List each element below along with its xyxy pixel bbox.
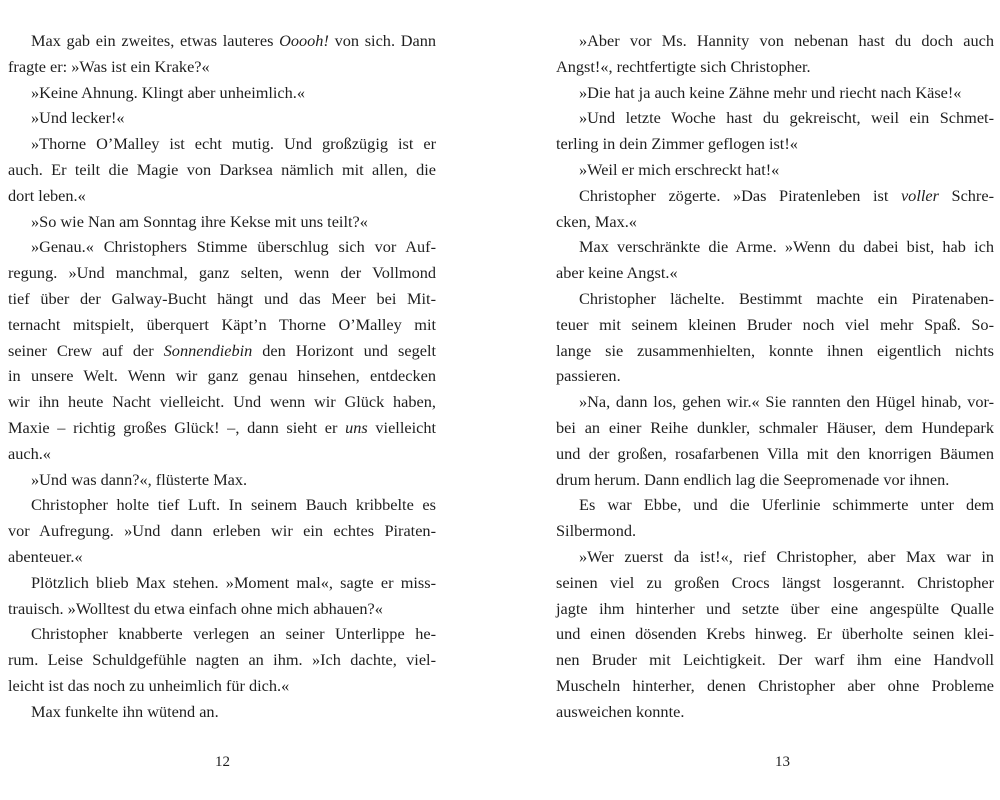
- text-line: »Die hat ja auch keine Zähne mehr und riecht nach Käse!«: [579, 82, 962, 102]
- text-line: teuer mit seinem kleinen Bruder noch viel mehr Spaß. So-: [556, 314, 994, 334]
- italic-word: Sonnendiebin: [163, 340, 253, 360]
- text-line: »Und was dann?«, flüsterte Max.: [31, 469, 248, 489]
- text-line: Maxie – richtig großes Glück! –, dann sieht er uns vielleicht: [8, 417, 436, 437]
- text-line: »Aber vor Ms. Hannity von nebenan hast du doch auch: [579, 31, 994, 50]
- text-line: auch. Er teilt die Magie von Darksea nämlich mit allen, die: [8, 159, 436, 179]
- right-page-text: [556, 28, 994, 725]
- text-line: seinen viel zu großen Crocs längst losgerannt. Christopher: [556, 572, 994, 592]
- text-line: Max verschränkte die Arme. »Wenn du dabei bist, hab ich: [579, 237, 994, 257]
- text-line: cken, Max.«: [556, 211, 637, 231]
- text-line: »Und lecker!«: [31, 108, 125, 128]
- text-line: wir ihn heute Nacht vielleicht. Und wenn wir Glück haben,: [8, 392, 436, 412]
- text-line: passieren.: [556, 366, 621, 386]
- text-line: Christopher holte tief Luft. In seinem Bauch kribbelte es: [31, 495, 436, 515]
- text-line: »Keine Ahnung. Klingt aber unheimlich.«: [31, 82, 306, 102]
- left-page-text: [8, 28, 436, 725]
- italic-word: uns: [345, 417, 368, 437]
- text-line: tief über der Galway-Bucht hängt und das Meer bei Mit-: [8, 288, 436, 308]
- text-line: Es war Ebbe, und die Uferlinie schimmerte unter dem: [579, 495, 994, 515]
- text-line: Christopher knabberte verlegen an seiner Unterlippe he-: [31, 624, 436, 644]
- text-line: »Weil er mich erschreckt hat!«: [579, 159, 780, 179]
- text-line: lange sie zusammenhielten, konnte ihnen eigentlich nichts: [556, 340, 994, 360]
- text-line: Max gab ein zweites, etwas lauteres Ooooh! von sich. Dann: [31, 31, 437, 50]
- text-line: drum herum. Dann endlich lag die Seepromenade vor ihnen.: [556, 469, 950, 489]
- text-line: auch.«: [8, 443, 51, 463]
- text-line: Christopher lächelte. Bestimmt machte ein Piratenaben-: [579, 288, 994, 308]
- text-line: ternacht mitspielt, überquert Käpt’n Thorne O’Malley mit: [8, 314, 436, 334]
- text-line: Muscheln hinterher, denen Christopher aber ohne Probleme: [556, 675, 994, 695]
- text-line: aber keine Angst.«: [556, 263, 678, 283]
- text-line: und der großen, rosafarbenen Villa mit den knorrigen Bäumen: [556, 443, 994, 463]
- text-line: »Und letzte Woche hast du gekreischt, weil ein Schmet-: [579, 108, 994, 128]
- right-page-number: 13: [775, 754, 790, 770]
- text-line: »Na, dann los, gehen wir.« Sie rannten den Hügel hinab, vor-: [579, 392, 994, 412]
- text-line: rum. Leise Schuldgefühle nagten an ihm. »Ich dachte, viel-: [8, 650, 436, 670]
- text-line: Plötzlich blieb Max stehen. »Moment mal«, sagte er miss-: [31, 572, 436, 592]
- text-line: in unsere Welt. Wenn wir ganz genau hinsehen, entdecken: [8, 366, 436, 386]
- text-line: »Wer zuerst da ist!«, rief Christopher, aber Max war in: [579, 546, 994, 566]
- text-line: nen Bruder mit Leichtigkeit. Der warf ihm eine Handvoll: [556, 650, 994, 670]
- text-line: trauisch. »Wolltest du etwa einfach ohne mich abhauen?«: [8, 598, 383, 618]
- text-line: regung. »Und manchmal, ganz selten, wenn der Vollmond: [8, 263, 436, 283]
- text-line: ausweichen konnte.: [556, 701, 685, 721]
- text-line: abenteuer.«: [8, 546, 83, 566]
- text-line: »So wie Nan am Sonntag ihre Kekse mit uns teilt?«: [31, 211, 368, 231]
- text-line: jagte ihm hinterher und setzte über eine angespülte Qualle: [556, 598, 994, 618]
- text-line: terling in dein Zimmer geflogen ist!«: [556, 134, 798, 154]
- text-line: und einen dösenden Krebs hinweg. Er überholte seinen klei-: [556, 624, 994, 644]
- text-line: Silbermond.: [556, 521, 637, 541]
- italic-word: voller: [900, 185, 939, 205]
- text-line: Max funkelte ihn wütend an.: [31, 701, 219, 721]
- text-line: leicht ist das noch zu unheimlich für dich.«: [8, 675, 290, 695]
- text-line: »Thorne O’Malley ist echt mutig. Und großzügig ist er: [31, 134, 436, 154]
- text-line: vor Aufregung. »Und dann erleben wir ein echtes Piraten-: [8, 521, 436, 541]
- text-line: »Genau.« Christophers Stimme überschlug sich vor Auf-: [31, 237, 436, 257]
- text-line: fragte er: »Was ist ein Krake?«: [8, 56, 210, 76]
- left-page-number: 12: [215, 754, 230, 770]
- text-line: bei an einer Reihe dunkler, schmaler Häuser, dem Hundepark: [556, 417, 994, 437]
- text-line: seiner Crew auf der Sonnendiebin den Horizont und segelt: [8, 340, 436, 360]
- text-line: dort leben.«: [8, 185, 86, 205]
- italic-word: Ooooh!: [279, 31, 329, 50]
- text-line: Angst!«, rechtfertigte sich Christopher.: [556, 56, 811, 76]
- text-line: Christopher zögerte. »Das Piratenleben ist voller Schre-: [579, 185, 995, 205]
